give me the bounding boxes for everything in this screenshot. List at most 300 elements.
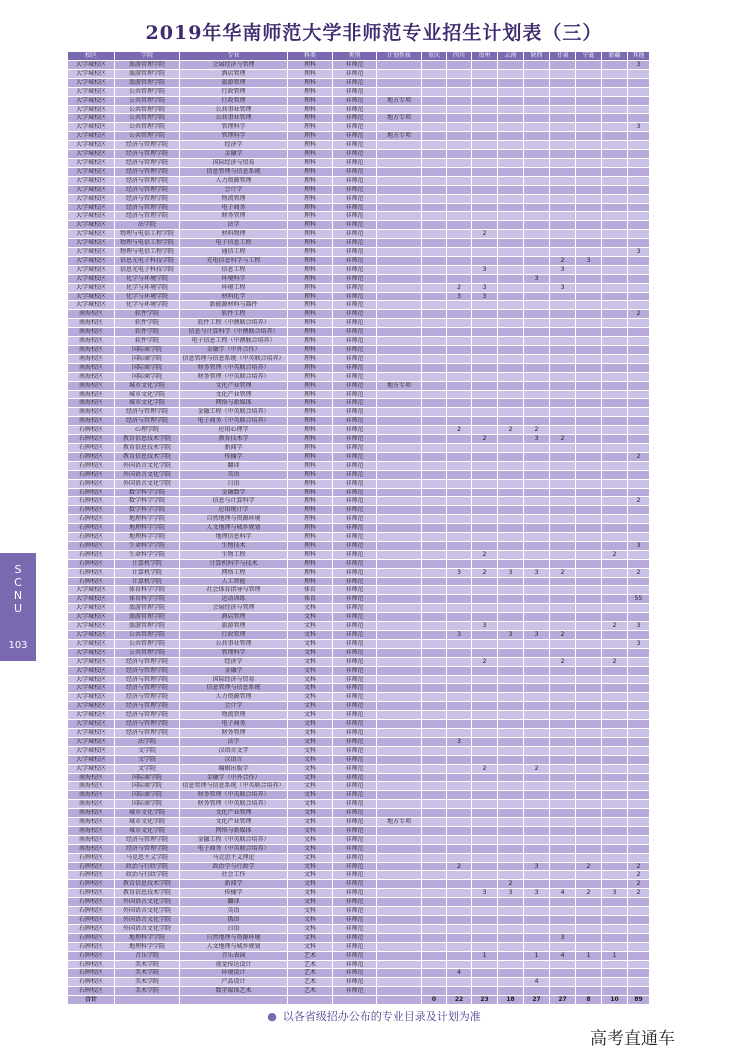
table-cell [524, 256, 550, 265]
table-cell [472, 515, 498, 524]
table-cell [602, 61, 628, 70]
table-cell: 石牌校区 [68, 559, 115, 568]
table-cell [377, 622, 422, 631]
table-cell [377, 150, 422, 159]
table-cell: 理科 [288, 319, 333, 328]
table-cell: 石牌校区 [68, 426, 115, 435]
table-cell [628, 363, 650, 372]
table-cell [447, 595, 472, 604]
table-row [68, 203, 650, 212]
table-cell [422, 132, 447, 141]
table-cell: 石牌校区 [68, 515, 115, 524]
table-cell: 2 [498, 880, 524, 889]
table-cell: 经济与管理学院 [115, 141, 180, 150]
table-cell [447, 951, 472, 960]
page-title: 2019年华南师范大学非师范专业招生计划表（三） [145, 22, 603, 44]
table-cell [377, 524, 422, 533]
footnote [0, 1008, 748, 1024]
table-row [68, 354, 650, 363]
table-cell [472, 123, 498, 132]
table-row [68, 639, 650, 648]
table-cell [377, 265, 422, 274]
table-cell [524, 907, 550, 916]
table-cell [422, 764, 447, 773]
table-cell [377, 337, 422, 346]
table-cell [524, 337, 550, 346]
table-cell: 外国语言文化学院 [115, 907, 180, 916]
table-cell [422, 559, 447, 568]
bullet-icon: ● [267, 1010, 277, 1023]
table-cell [447, 515, 472, 524]
table-cell: 旅游管理学院 [115, 61, 180, 70]
table-cell [377, 417, 422, 426]
table-cell [576, 773, 602, 782]
table-cell [422, 301, 447, 310]
table-cell [576, 853, 602, 862]
table-cell [524, 310, 550, 319]
table-cell: 文科 [288, 720, 333, 729]
table-cell [498, 550, 524, 559]
table-cell [498, 506, 524, 515]
table-cell [576, 274, 602, 283]
table-cell [550, 880, 576, 889]
table-cell [550, 755, 576, 764]
table-cell: 甘肃 [550, 52, 576, 61]
table-cell [602, 559, 628, 568]
table-cell [377, 835, 422, 844]
table-cell [498, 916, 524, 925]
table-cell [576, 390, 602, 399]
table-cell [447, 746, 472, 755]
table-cell: 经济与管理学院 [115, 844, 180, 853]
table-cell [524, 657, 550, 666]
table-row [68, 586, 650, 595]
table-cell [472, 524, 498, 533]
table-cell [377, 390, 422, 399]
table-cell [524, 346, 550, 355]
table-cell [447, 61, 472, 70]
table-cell [377, 755, 422, 764]
table-cell: 化学与环境学院 [115, 283, 180, 292]
table-cell: 环境科学 [180, 274, 288, 283]
table-cell: 物理与电信工程学院 [115, 239, 180, 248]
table-cell: 理科 [288, 69, 333, 78]
table-cell: 经济与管理学院 [115, 720, 180, 729]
table-cell: 社会工作 [180, 871, 288, 880]
table-row [68, 328, 650, 337]
table-cell [550, 221, 576, 230]
table-cell [447, 800, 472, 809]
table-cell: 艺术 [288, 978, 333, 987]
table-cell: 非师范 [333, 479, 377, 488]
table-cell: 2 [550, 631, 576, 640]
watermark: 高考直通车 [590, 1029, 675, 1049]
table-cell [576, 684, 602, 693]
table-cell [628, 283, 650, 292]
table-cell: 理科 [288, 150, 333, 159]
table-cell [628, 907, 650, 916]
table-cell: 89 [628, 996, 650, 1005]
table-cell: 非师范 [333, 390, 377, 399]
table-cell [377, 826, 422, 835]
table-cell [550, 826, 576, 835]
table-cell: 理科 [288, 141, 333, 150]
table-row [68, 907, 650, 916]
table-cell: 理科 [288, 363, 333, 372]
table-cell [602, 123, 628, 132]
table-cell: 南海校区 [68, 835, 115, 844]
table-cell: 3 [628, 248, 650, 257]
table-cell [472, 488, 498, 497]
table-cell: 地理科学学院 [115, 933, 180, 942]
table-cell [498, 497, 524, 506]
table-cell [628, 826, 650, 835]
table-cell [377, 844, 422, 853]
table-cell [602, 978, 628, 987]
table-cell: 2 [447, 426, 472, 435]
table-cell: 文学院 [115, 764, 180, 773]
table-cell: 管理科学 [180, 123, 288, 132]
table-cell [422, 381, 447, 390]
table-cell [447, 452, 472, 461]
table-cell: 软件工程（中澳联合培养） [180, 319, 288, 328]
table-row [68, 132, 650, 141]
table-cell [524, 230, 550, 239]
table-cell [524, 283, 550, 292]
table-cell: 专业 [180, 52, 288, 61]
table-cell [576, 818, 602, 827]
table-cell [576, 550, 602, 559]
table-cell [472, 310, 498, 319]
table-cell [602, 158, 628, 167]
table-cell [377, 105, 422, 114]
table-cell: 国际经济与贸易 [180, 675, 288, 684]
table-cell: 18 [498, 996, 524, 1005]
table-cell: 大学城校区 [68, 105, 115, 114]
table-cell: 大学城校区 [68, 239, 115, 248]
table-cell [576, 488, 602, 497]
table-cell: 文科 [288, 889, 333, 898]
table-cell: 理科 [288, 239, 333, 248]
table-cell [498, 346, 524, 355]
table-cell: 体育科学学院 [115, 586, 180, 595]
table-cell [576, 123, 602, 132]
table-cell [602, 408, 628, 417]
table-cell [524, 728, 550, 737]
table-cell [576, 515, 602, 524]
table-cell [550, 488, 576, 497]
table-cell [422, 87, 447, 96]
table-cell: 1 [602, 951, 628, 960]
table-cell [602, 443, 628, 452]
table-cell [377, 853, 422, 862]
table-cell [524, 924, 550, 933]
table-cell [498, 167, 524, 176]
table-cell [524, 69, 550, 78]
table-cell: 公共管理学院 [115, 123, 180, 132]
table-cell [377, 488, 422, 497]
table-cell [498, 844, 524, 853]
table-cell: 2 [472, 657, 498, 666]
table-cell [472, 898, 498, 907]
table-cell: 大学城校区 [68, 176, 115, 185]
table-cell: 理科 [288, 221, 333, 230]
table-cell [524, 488, 550, 497]
table-cell [628, 435, 650, 444]
table-cell: 自然地理与资源环境 [180, 515, 288, 524]
table-cell: 大学城校区 [68, 639, 115, 648]
table-row [68, 889, 650, 898]
table-cell: 文科 [288, 835, 333, 844]
table-cell [472, 835, 498, 844]
table-cell: 数学科学学院 [115, 488, 180, 497]
table-row [68, 399, 650, 408]
table-cell: 非师范 [333, 141, 377, 150]
table-cell: 软件学院 [115, 328, 180, 337]
table-cell: 理科 [288, 515, 333, 524]
table-cell [628, 613, 650, 622]
table-cell [472, 907, 498, 916]
table-row [68, 755, 650, 764]
table-cell: 生物工程 [180, 550, 288, 559]
table-row [68, 693, 650, 702]
table-cell [602, 194, 628, 203]
table-cell: 文科 [288, 675, 333, 684]
table-cell [377, 461, 422, 470]
table-cell: 大学城校区 [68, 292, 115, 301]
table-cell [377, 248, 422, 257]
table-cell: 大学城校区 [68, 141, 115, 150]
table-cell [422, 675, 447, 684]
table-cell [576, 354, 602, 363]
table-cell [422, 346, 447, 355]
table-cell: 2 [602, 622, 628, 631]
table-cell [498, 559, 524, 568]
table-cell [602, 541, 628, 550]
table-cell: 大学城校区 [68, 631, 115, 640]
table-cell: 非师范 [333, 203, 377, 212]
table-row [68, 844, 650, 853]
table-cell: 美术学院 [115, 987, 180, 996]
table-cell: 文科 [288, 657, 333, 666]
table-cell [447, 435, 472, 444]
table-cell: 大学城校区 [68, 194, 115, 203]
table-cell [422, 541, 447, 550]
table-cell [422, 684, 447, 693]
table-cell [472, 417, 498, 426]
table-row [68, 319, 650, 328]
table-cell [447, 657, 472, 666]
side-letter: C [14, 576, 22, 589]
table-cell [422, 69, 447, 78]
table-cell [422, 310, 447, 319]
table-cell: 大学城校区 [68, 96, 115, 105]
table-cell: 生物技术 [180, 541, 288, 550]
table-cell: 非师范 [333, 933, 377, 942]
table-cell [602, 631, 628, 640]
table-row [68, 292, 650, 301]
table-cell: 文科 [288, 826, 333, 835]
table-cell: 公共管理学院 [115, 96, 180, 105]
table-cell: 石牌校区 [68, 497, 115, 506]
table-cell [498, 639, 524, 648]
table-cell: 大学城校区 [68, 78, 115, 87]
table-row [68, 96, 650, 105]
table-cell [524, 533, 550, 542]
table-cell [628, 239, 650, 248]
table-cell: 文科 [288, 844, 333, 853]
table-cell: 经济与管理学院 [115, 185, 180, 194]
table-cell: 理科 [288, 158, 333, 167]
table-cell [602, 639, 628, 648]
table-cell: 经济与管理学院 [115, 657, 180, 666]
table-cell: 非师范 [333, 675, 377, 684]
table-cell [602, 916, 628, 925]
table-cell: 信息工程 [180, 265, 288, 274]
table-cell [447, 880, 472, 889]
table-cell [576, 248, 602, 257]
table-cell: 数字媒体艺术 [180, 987, 288, 996]
table-cell: 非师范 [333, 265, 377, 274]
table-cell: 3 [498, 889, 524, 898]
table-cell [498, 141, 524, 150]
table-cell: 文科 [288, 800, 333, 809]
table-cell [447, 399, 472, 408]
table-cell [377, 69, 422, 78]
table-cell: 地方专项 [377, 114, 422, 123]
table-row [68, 951, 650, 960]
table-cell: 大学城校区 [68, 123, 115, 132]
table-cell [628, 755, 650, 764]
table-cell: 理科 [288, 274, 333, 283]
table-cell: 石牌校区 [68, 969, 115, 978]
table-cell [628, 354, 650, 363]
table-cell: 国际商学院 [115, 791, 180, 800]
table-cell [576, 176, 602, 185]
table-cell [602, 711, 628, 720]
table-cell [602, 648, 628, 657]
table-cell [447, 114, 472, 123]
table-cell [447, 604, 472, 613]
table-row [68, 346, 650, 355]
table-cell [498, 319, 524, 328]
table-cell [576, 470, 602, 479]
table-cell: 非师范 [333, 132, 377, 141]
table-cell: 非师范 [333, 987, 377, 996]
table-cell: 非师范 [333, 631, 377, 640]
table-cell [602, 586, 628, 595]
table-cell [422, 987, 447, 996]
table-cell: 理科 [288, 443, 333, 452]
table-cell: 理科 [288, 559, 333, 568]
table-cell [524, 604, 550, 613]
table-cell [524, 194, 550, 203]
table-cell: 2 [524, 764, 550, 773]
table-cell: 2 [628, 452, 650, 461]
table-cell [524, 541, 550, 550]
table-cell: 石牌校区 [68, 479, 115, 488]
table-cell [550, 684, 576, 693]
table-cell: 酒店管理 [180, 69, 288, 78]
table-cell [472, 737, 498, 746]
table-cell [422, 176, 447, 185]
table-cell [472, 381, 498, 390]
table-cell [472, 443, 498, 452]
table-cell [550, 399, 576, 408]
table-cell: 非师范 [333, 684, 377, 693]
table-cell: 软件学院 [115, 319, 180, 328]
table-cell [628, 319, 650, 328]
table-cell [550, 390, 576, 399]
table-cell [550, 702, 576, 711]
table-cell [498, 693, 524, 702]
table-cell: 石牌校区 [68, 933, 115, 942]
table-cell [422, 693, 447, 702]
table-cell [628, 479, 650, 488]
table-cell: 俄语 [180, 916, 288, 925]
table-cell [602, 933, 628, 942]
table-cell: 大学城校区 [68, 648, 115, 657]
table-cell [524, 791, 550, 800]
table-row [68, 782, 650, 791]
table-cell [576, 604, 602, 613]
table-cell [498, 78, 524, 87]
table-cell: 石牌校区 [68, 898, 115, 907]
table-cell: 社会体育指导与管理 [180, 586, 288, 595]
table-cell [602, 773, 628, 782]
table-cell [422, 586, 447, 595]
table-cell [498, 666, 524, 675]
table-cell: 南海校区 [68, 818, 115, 827]
table-cell [550, 194, 576, 203]
table-cell: 非师范 [333, 381, 377, 390]
table-cell [576, 114, 602, 123]
table-cell [472, 470, 498, 479]
table-cell [498, 737, 524, 746]
table-cell: 3 [576, 256, 602, 265]
table-cell: 经济与管理学院 [115, 158, 180, 167]
table-row [68, 541, 650, 550]
table-cell: 旅游管理 [180, 78, 288, 87]
table-cell [524, 319, 550, 328]
table-cell [628, 916, 650, 925]
table-cell [422, 711, 447, 720]
table-cell [524, 622, 550, 631]
table-cell: 理科 [288, 292, 333, 301]
table-cell [498, 399, 524, 408]
table-cell: 理科 [288, 354, 333, 363]
table-cell: 理科 [288, 417, 333, 426]
table-cell [377, 141, 422, 150]
table-cell [576, 933, 602, 942]
table-cell [524, 265, 550, 274]
table-cell: 大学城校区 [68, 693, 115, 702]
table-cell: 城市文化学院 [115, 826, 180, 835]
table-cell [550, 541, 576, 550]
table-cell [576, 639, 602, 648]
table-cell [498, 96, 524, 105]
table-cell [576, 728, 602, 737]
table-cell [498, 978, 524, 987]
table-cell: 非师范 [333, 194, 377, 203]
table-cell: 南海校区 [68, 773, 115, 782]
table-cell [377, 363, 422, 372]
table-cell [550, 773, 576, 782]
table-cell: 大学城校区 [68, 622, 115, 631]
table-cell: 经济与管理学院 [115, 194, 180, 203]
table-cell: 新疆 [602, 52, 628, 61]
table-cell [498, 809, 524, 818]
